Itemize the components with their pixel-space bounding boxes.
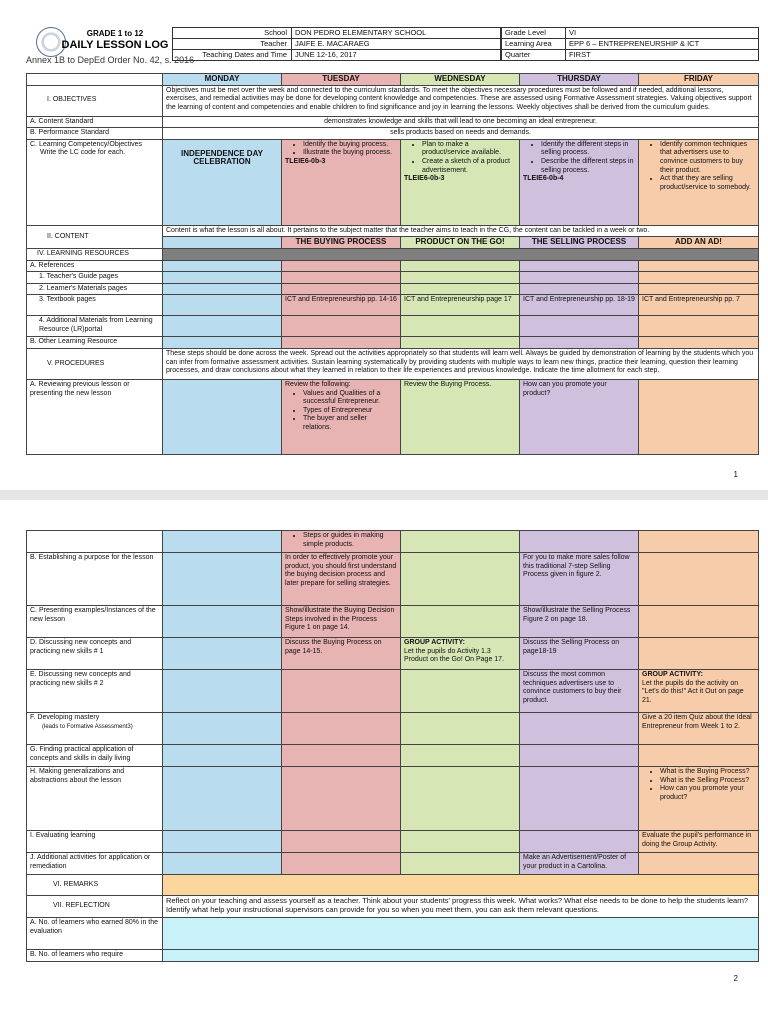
page-number: 1 <box>733 470 738 479</box>
lc-code: TLEIE6-0b-4 <box>523 175 564 183</box>
quarter-value: FIRST <box>569 50 591 59</box>
teacher-value: JAIFE E. MACARAEG <box>295 39 370 48</box>
friday-competency <box>639 139 759 225</box>
competency-title: C. Learning Competency/Objectives <box>30 140 143 148</box>
review-heading: Review the following: <box>285 380 351 388</box>
friday-concepts-2 <box>639 670 759 713</box>
list-item: • Steps or guides in making simple products. <box>303 532 397 549</box>
thursday-topic: THE SELLING PROCESS <box>520 237 639 249</box>
mastery-title: F. Developing mastery <box>30 714 100 721</box>
additional-materials-label: 4. Additional Materials from Learning Resource (LR)portal <box>27 316 163 337</box>
remediation-label: B. No. of learners who require <box>27 950 163 962</box>
evaluation-80-label: A. No. of learners who earned 80% in the evaluation <box>27 918 163 950</box>
friday-evaluation: Evaluate the pupil's performance in doing the Group Activity. <box>639 831 759 853</box>
references-label: A. References <box>27 260 163 272</box>
list-item: • Create a sketch of a product advertisement. <box>422 158 516 175</box>
additional-activities-label: J. Additional activities for application or remediation <box>27 853 163 875</box>
dates-label: Teaching Dates and Time <box>173 50 292 60</box>
dates-value: JUNE 12-16, 2017 <box>295 50 357 59</box>
content-standard-text: demonstrates knowledge and skills that will lead to one becoming an ideal entrepreneur. <box>163 116 759 128</box>
list-item: • Types of Entrepreneur <box>303 407 397 416</box>
tuesday-review <box>282 379 401 454</box>
list-item: • Identify common techniques that advertisers use to convince customers to buy their product. <box>660 141 755 175</box>
review-label: A. Reviewing previous lesson or presenting the new lesson <box>27 379 163 454</box>
procedures-text: These steps should be done across the week. Spread out the activities appropriately so that students will learn well. Always be guided by demonstration of learning by the students which you can infer from formative assessment activities. Sustain learning systematically by providing students with multiple ways to learn new things, practice their learning, question their learning processes, and draw conclusions about what they learned in relation to their life experiences and previous knowledge. Indicate the time allotment for each step. <box>163 348 759 379</box>
grade-range: GRADE 1 to 12 <box>86 29 144 38</box>
mastery-subtitle: (leads to Formative Assessment3) <box>42 723 133 730</box>
performance-standard-label: B. Performance Standard <box>27 128 163 140</box>
wednesday-textbook: ICT and Entrepreneurship page 17 <box>401 295 520 316</box>
wednesday-competency <box>401 139 520 225</box>
group-activity-text: Let the pupils do Activity 1.3 Product on the Go! On Page 17. <box>404 647 505 664</box>
purpose-label: B. Establishing a purpose for the lesson <box>27 553 163 606</box>
thursday-additional: Make an Advertisement/Poster of your product in a Cartolina. <box>520 853 639 875</box>
tuesday-textbook: ICT and Entrepreneurship pp. 14-16 <box>282 295 401 316</box>
learning-area-value: EPP 6 – ENTREPRENEURSHIP & ICT <box>569 39 700 48</box>
tuesday-review-cont <box>282 531 401 553</box>
wednesday-concepts-1 <box>401 638 520 670</box>
list-item: • Identify the buying process. <box>303 141 397 150</box>
friday-topic: ADD AN AD! <box>639 237 759 249</box>
grade-level-label: Grade Level <box>502 28 566 38</box>
page-1 <box>0 0 768 490</box>
list-item: • Act that they are selling product/service to somebody. <box>660 175 755 192</box>
annex-note: Annex 1B to DepEd Order No. 42, s. 2016 <box>26 55 195 65</box>
content-description: Content is what the lesson is all about. It pertains to the subject matter that the teacher aims to teach in the CG, the content can be tackled in a week or two. <box>163 225 759 237</box>
generalization-label: H. Making generalizations and abstractions about the lesson <box>27 767 163 831</box>
list-item: • How can you promote your product? <box>660 785 755 802</box>
grade-level-value: VI <box>569 28 577 37</box>
group-activity-heading: GROUP ACTIVITY: <box>404 639 465 646</box>
reflection-label: VII. REFLECTION <box>27 896 163 918</box>
concepts-1-label: D. Discussing new concepts and practicing new skills # 1 <box>27 638 163 670</box>
wednesday-topic: PRODUCT ON THE GO! <box>401 237 520 249</box>
learning-resources-label: IV. LEARNING RESOURCES <box>27 248 163 260</box>
content-standard-label: A. Content Standard <box>27 116 163 128</box>
lesson-log-table-page-1 <box>26 73 759 455</box>
friday-mastery: Give a 20 item Quiz about the Ideal Entrepreneur from Week 1 to 2. <box>639 713 759 745</box>
page-2 <box>0 500 768 1024</box>
group-activity-heading: GROUP ACTIVITY: <box>642 671 703 678</box>
mastery-label <box>27 713 163 745</box>
application-label: G. Finding practical application of concepts and skills in daily living <box>27 745 163 767</box>
learners-materials-label: 2. Learner's Materials pages <box>27 283 163 295</box>
day-header-row <box>27 74 759 86</box>
day-monday: MONDAY <box>163 74 282 86</box>
thursday-concepts-2: Discuss the most common techniques advertisers use to convince customers to buy their product. <box>520 670 639 713</box>
page-number: 2 <box>733 974 738 983</box>
reflection-text: Reflect on your teaching and assess yourself as a teacher. Think about your students' progress this week. What works? What else needs to be done to help the students learn? Identify what help your instructional supervisors can provide for you so when you meet them, you can ask them relevant questions. <box>163 896 759 918</box>
class-info-box <box>501 27 759 61</box>
lc-code: TLEIE6-0b-3 <box>404 175 445 183</box>
wednesday-review: Review the Buying Process. <box>401 379 520 454</box>
tuesday-competency <box>282 139 401 225</box>
examples-label: C. Presenting examples/Instances of the new lesson <box>27 606 163 638</box>
monday-competency: INDEPENDENCE DAY CELEBRATION <box>163 139 282 225</box>
procedures-label: V. PROCEDURES <box>27 348 163 379</box>
school-value: DON PEDRO ELEMENTARY SCHOOL <box>295 28 427 37</box>
concepts-2-label: E. Discussing new concepts and practicing new skills # 2 <box>27 670 163 713</box>
day-tuesday: TUESDAY <box>282 74 401 86</box>
list-item: • The buyer and seller relations. <box>303 415 397 432</box>
list-item: • What is the Buying Process? <box>660 768 755 777</box>
list-item: • Identify the different steps in selling process. <box>541 141 635 158</box>
list-item: • Illustrate the buying process. <box>303 149 397 158</box>
tuesday-concepts-1: Discuss the Buying Process on page 14-15. <box>282 638 401 670</box>
document-title: DAILY LESSON LOG <box>61 39 169 51</box>
lesson-log-table-page-2 <box>26 530 759 962</box>
list-item: • What is the Selling Process? <box>660 777 755 786</box>
teachers-guide-label: 1. Teacher's Guide pages <box>27 272 163 284</box>
thursday-competency <box>520 139 639 225</box>
list-item: • Describe the different steps in selling process. <box>541 158 635 175</box>
teacher-label: Teacher <box>173 39 292 49</box>
evaluating-label: I. Evaluating learning <box>27 831 163 853</box>
thursday-textbook: ICT and Entrepreneurship pp. 18-19 <box>520 295 639 316</box>
school-label: School <box>173 28 292 38</box>
tuesday-topic: THE BUYING PROCESS <box>282 237 401 249</box>
day-wednesday: WEDNESDAY <box>401 74 520 86</box>
competency-subtitle: Write the LC code for each. <box>40 149 126 157</box>
thursday-purpose: For you to make more sales follow this traditional 7-step Selling Process given in figure 2. <box>520 553 639 606</box>
thursday-review: How can you promote your product? <box>520 379 639 454</box>
textbook-label: 3. Textbook pages <box>27 295 163 316</box>
list-item: • Values and Qualities of a successful Entrepreneur. <box>303 390 397 407</box>
thursday-examples: Show/illustrate the Selling Process Figure 2 on page 18. <box>520 606 639 638</box>
learning-area-label: Learning Area <box>502 39 566 49</box>
objectives-text: Objectives must be met over the week and connected to the curriculum standards. To meet the objectives necessary procedures must be followed and if needed, additional lessons, exercises, and remedial activities may be done for developing content knowledge and competencies. These are assessed using Formative Assessment strategies. Valuing objectives support the learning of content and competencies and enable children to find significance and joy in learning the lessons. Weekly objectives shall be derived from the curriculum guides. <box>163 85 759 116</box>
content-label: II. CONTENT <box>27 225 163 248</box>
day-thursday: THURSDAY <box>520 74 639 86</box>
friday-generalization <box>639 767 759 831</box>
other-resource-label: B. Other Learning Resource <box>27 337 163 349</box>
remarks-label: VI. REMARKS <box>27 875 163 896</box>
performance-standard-text: sells products based on needs and demands. <box>163 128 759 140</box>
thursday-concepts-1: Discuss the Selling Process on page18-19 <box>520 638 639 670</box>
quarter-label: Quarter <box>502 50 566 60</box>
school-info-box <box>172 27 501 61</box>
list-item: • Plan to make a product/service available. <box>422 141 516 158</box>
day-friday: FRIDAY <box>639 74 759 86</box>
tuesday-examples: Show/illustrate the Buying Decision Steps involved in the Process Figure 1 on page 14. <box>282 606 401 638</box>
group-activity-text: Let the pupils do the activity on "Let's do this!" Act it Out on page 21. <box>642 679 744 704</box>
competency-label <box>27 139 163 225</box>
tuesday-purpose: In order to effectively promote your product, you should first understand the buying decision process and later prepare for selling strategies. <box>282 553 401 606</box>
objectives-label: I. OBJECTIVES <box>27 85 163 116</box>
lc-code: TLEIE6-0b-3 <box>285 157 326 165</box>
friday-textbook: ICT and Entrepreneurship pp. 7 <box>639 295 759 316</box>
